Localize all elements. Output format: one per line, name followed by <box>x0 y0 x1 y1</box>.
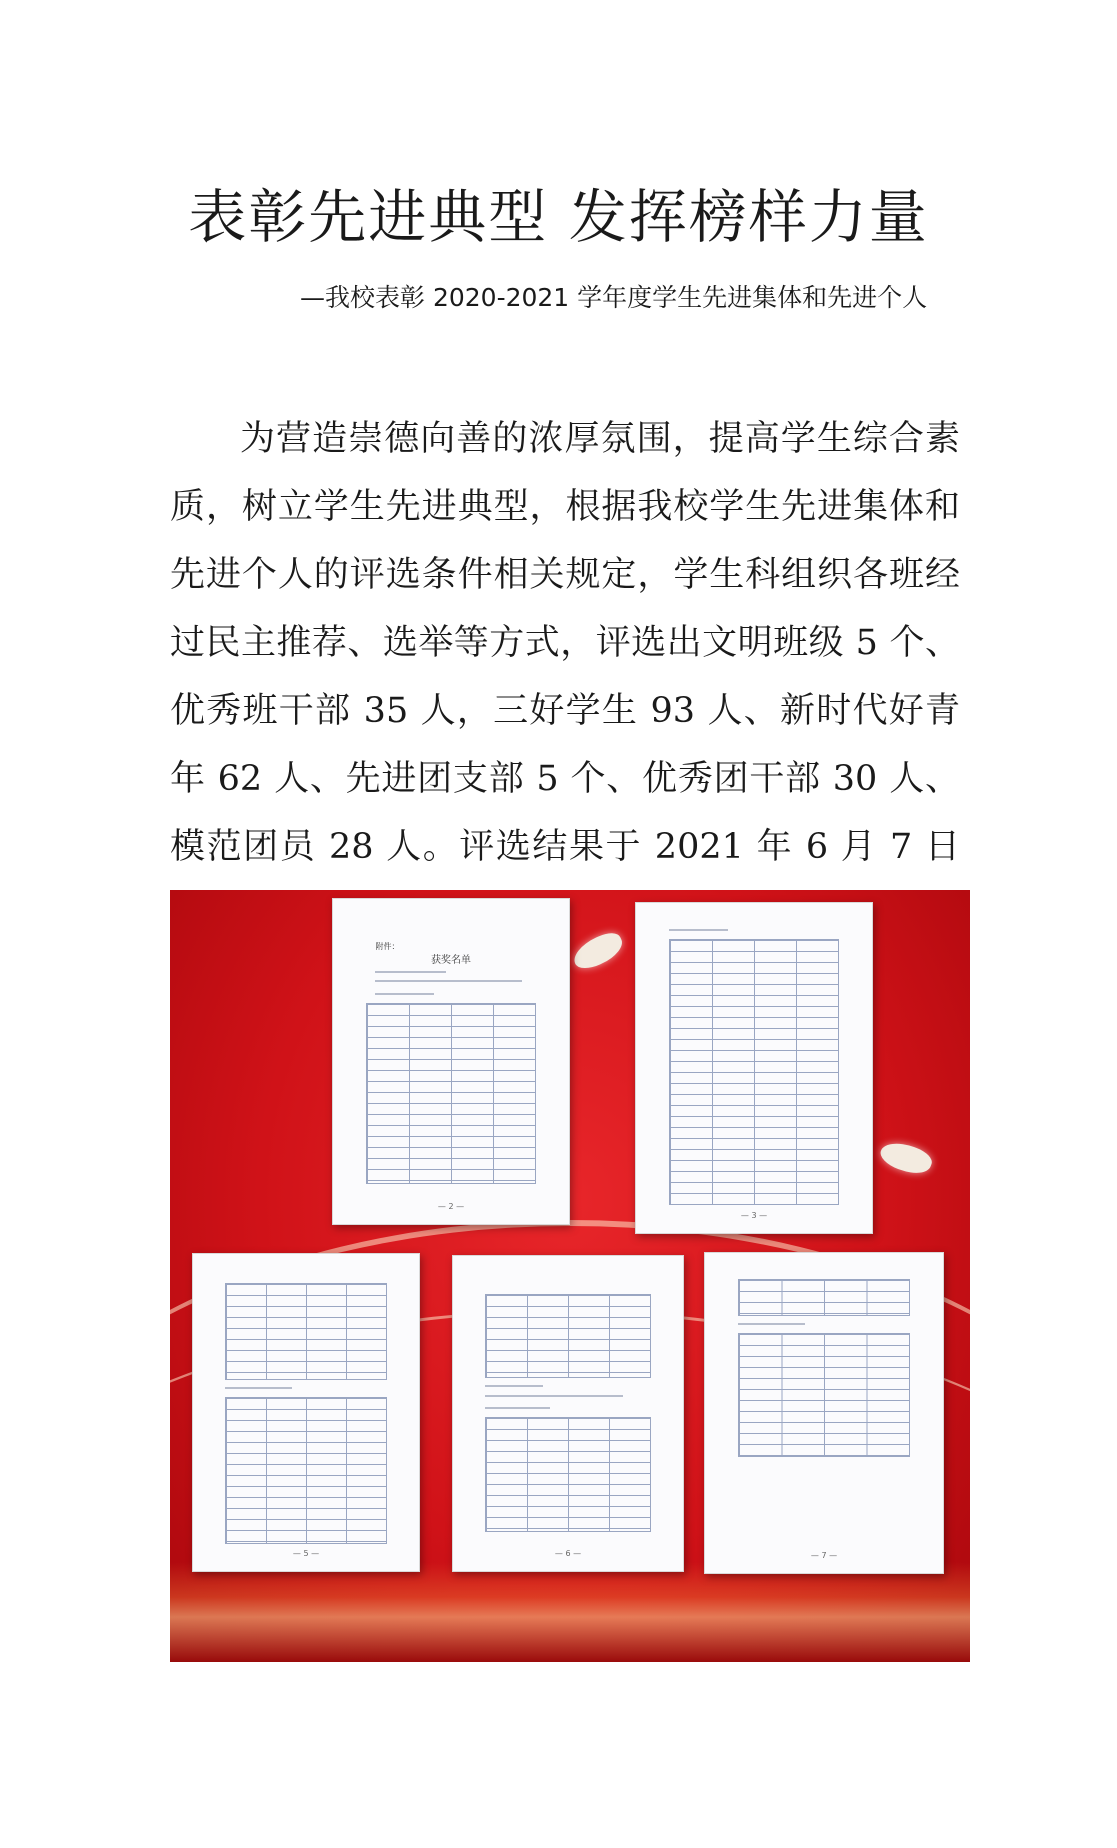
sheet-table <box>485 1417 651 1532</box>
award-list-sheet <box>635 902 873 1234</box>
sheet-page-number: — 2 — <box>437 1202 465 1211</box>
sheet-text-line <box>485 1407 549 1409</box>
sheet-text-line <box>669 929 728 931</box>
sheet-table <box>225 1283 388 1380</box>
award-list-sheet <box>332 898 570 1225</box>
award-photo <box>170 890 970 1662</box>
sheet-table <box>485 1294 651 1378</box>
dove-icon <box>569 928 627 974</box>
sheet-text-line <box>375 993 434 995</box>
award-list-sheet <box>452 1255 684 1572</box>
article-subtitle: —我校表彰 2020-2021 学年度学生先进集体和先进个人 <box>300 283 928 312</box>
sheet-page-number: — 3 — <box>740 1210 768 1220</box>
sheet-text-line <box>485 1385 543 1387</box>
dove-icon <box>877 1137 935 1179</box>
sheet-table <box>669 939 839 1205</box>
sheet-table <box>738 1333 909 1457</box>
sheet-text-line <box>375 971 446 973</box>
sheet-text-line <box>225 1387 293 1389</box>
sheet-table <box>366 1003 536 1184</box>
sheet-page-number: — 5 — <box>292 1549 320 1559</box>
sheet-text-line <box>375 980 521 982</box>
sheet-heading: 获奖名单 <box>431 955 471 966</box>
sheet-page-number: — 6 — <box>554 1549 582 1559</box>
sheet-text-line <box>738 1323 805 1325</box>
award-list-sheet <box>704 1252 944 1574</box>
award-list-sheet <box>192 1253 420 1572</box>
sheet-text-line <box>485 1395 623 1397</box>
article-body: 为营造崇德向善的浓厚氛围，提高学生综合素质，树立学生先进典型，根据我校学生先进集体和先进个人的评选条件相关规定，学生科组织各班经过民主推荐、选举等方式，评选出文明班级 5 个、优秀班干部 35 人，三好学生 93 人、新时代好青年 62 人、先进团支部 5 个、优秀团干部 30 人、模范团员 28 人。评选结果于 2021 年 6 月 7 日 <box>170 419 960 867</box>
sheet-table <box>225 1397 388 1545</box>
article-title: 表彰先进典型 发挥榜样力量 <box>188 183 929 251</box>
stage-lights <box>170 1562 970 1662</box>
sheet-table <box>738 1279 909 1316</box>
sheet-attachment-label: 附件： <box>375 942 400 952</box>
sheet-page-number: — 7 — <box>810 1551 838 1561</box>
